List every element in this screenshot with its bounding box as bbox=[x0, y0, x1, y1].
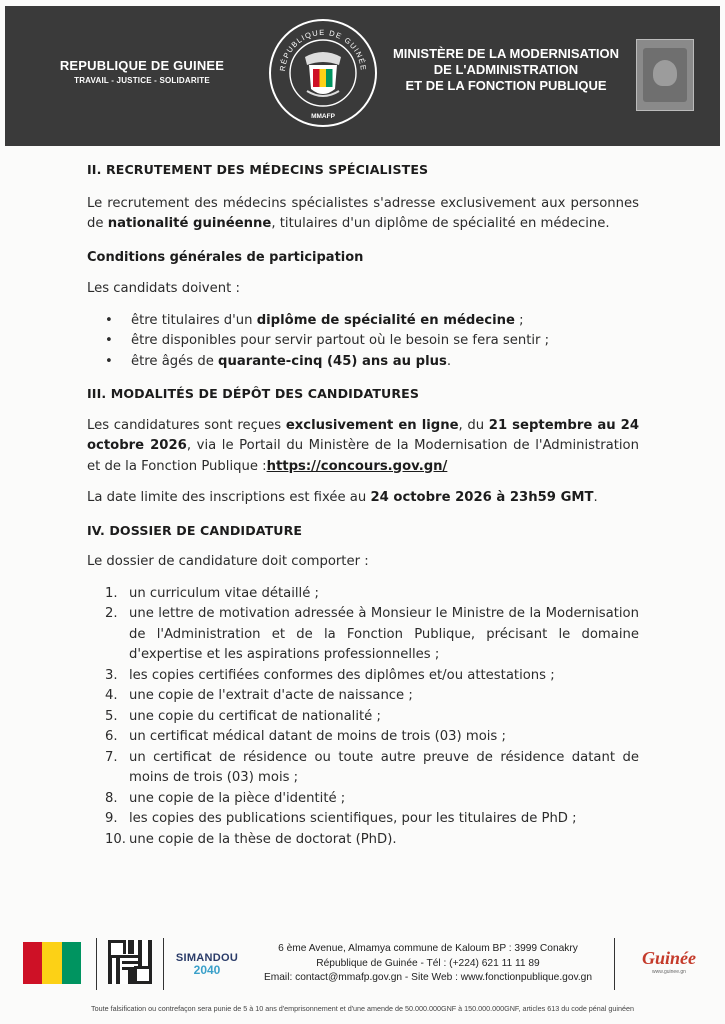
seal-top-text: RÉPUBLIQUE DE GUINÉE bbox=[277, 27, 369, 72]
footer-divider bbox=[96, 938, 97, 990]
ministry-block bbox=[381, 46, 631, 94]
section-2-title: II. RECRUTEMENT DES MÉDECINS SPÉCIALISTES bbox=[87, 162, 429, 177]
list-item: 1. un curriculum vitae détaillé ; bbox=[105, 585, 319, 601]
address-line-3: Email: contact@mmafp.gov.gn - Site Web : www.fonctionpublique.gov.gn bbox=[263, 972, 592, 983]
conditions-title: Conditions générales de participation bbox=[87, 249, 364, 265]
section-4-intro: Le dossier de candidature doit comporter : bbox=[87, 554, 369, 569]
ministry-seal-icon bbox=[267, 17, 379, 129]
ministry-line-2: DE L'ADMINISTRATION bbox=[433, 62, 579, 77]
list-item: 2. une lettre de motivation adressée à Monsieur le Ministre de la Modernisation de l'Administration et de la Fonction Publique, précisant le domaine d'expertise et les aspirations professionnelles ; bbox=[105, 606, 639, 662]
section-3-para-1: Les candidatures sont reçues exclusivement en ligne, du 21 septembre au 24 octobre 2026, via le Portail du Ministère de la Modernisation de l'Administration et de la Fonction Publique :https://concours.gov.gn/ bbox=[87, 417, 640, 474]
section-2-intro: Le recrutement des médecins spécialistes s'adresse exclusivement aux personnes de nationalité guinéenne, titulaires d'un diplôme de spécialité en médecine. bbox=[87, 195, 639, 231]
guinea-flag-icon bbox=[23, 942, 81, 984]
document-body bbox=[87, 158, 639, 850]
legal-notice: Toute falsification ou contrefaçon sera punie de 5 à 10 ans d'emprisonnement et d'une amende de 50.000.000GNF à 150.000.000GNF, articles 613 du code pénal guinéen bbox=[91, 1004, 634, 1013]
footer-divider bbox=[163, 938, 164, 990]
list-item: 4. une copie de l'extrait d'acte de naissance ; bbox=[105, 688, 413, 703]
letterhead-footer bbox=[0, 930, 725, 1000]
list-item: 6. un certificat médical datant de moins de trois (03) mois ; bbox=[105, 729, 506, 744]
section-4-title: IV. DOSSIER DE CANDIDATURE bbox=[87, 522, 303, 538]
list-item: 10. une copie de la thèse de doctorat (PhD). bbox=[105, 831, 397, 847]
candidates-intro: Les candidats doivent : bbox=[87, 281, 240, 296]
ministry-line-1: MINISTÈRE DE LA MODERNISATION bbox=[392, 46, 620, 61]
list-item: • être disponibles pour servir partout où le besoin se fera sentir ; bbox=[105, 331, 639, 352]
dossier-list bbox=[105, 584, 639, 851]
seal-bottom-text: MMAFP bbox=[311, 113, 335, 120]
list-item: • être âgés de quarante-cinq (45) ans au plus. bbox=[105, 352, 639, 373]
list-item: 7. un certificat de résidence ou toute autre preuve de résidence datant de moins de trois (03) mois ; bbox=[105, 749, 639, 785]
republic-motto: TRAVAIL - JUSTICE - SOLIDARITE bbox=[74, 76, 210, 85]
qr-code-icon bbox=[108, 940, 152, 984]
ministry-address bbox=[244, 942, 612, 986]
section-3-para-2: La date limite des inscriptions est fixée au 24 octobre 2026 à 23h59 GMT. bbox=[87, 490, 598, 505]
list-item: 5. une copie du certificat de nationalité ; bbox=[105, 708, 381, 724]
simandou-logo: SIMANDOU 2040 bbox=[175, 952, 239, 977]
hologram-stamp-icon bbox=[636, 39, 694, 111]
list-item: • être titulaires d'un diplôme de spécialité en médecine ; bbox=[105, 311, 639, 332]
portal-link[interactable]: https://concours.gov.gn/ bbox=[266, 458, 448, 474]
list-item: 3. les copies certifiées conformes des diplômes et/ou attestations ; bbox=[105, 667, 555, 683]
section-3-title: III. MODALITÉS DE DÉPÔT DES CANDIDATURES bbox=[87, 386, 420, 401]
letterhead-header bbox=[5, 6, 720, 146]
list-item: 9. les copies des publications scientifiques, pour les titulaires de PhD ; bbox=[105, 811, 577, 826]
address-line-1: 6 ème Avenue, Almamya commune de Kaloum BP : 3999 Conakry bbox=[278, 943, 578, 954]
guinee-brand-logo: Guinée www.guinee.gn bbox=[642, 948, 696, 975]
conditions-list bbox=[105, 311, 639, 373]
footer-divider bbox=[614, 938, 615, 990]
list-item: 8. une copie de la pièce d'identité ; bbox=[105, 790, 346, 806]
ministry-line-3: ET DE LA FONCTION PUBLIQUE bbox=[405, 78, 607, 93]
republic-title: REPUBLIQUE DE GUINEE bbox=[59, 58, 225, 73]
republic-block bbox=[27, 58, 257, 85]
address-line-2: République de Guinée - Tél : (+224) 621 11 11 89 bbox=[316, 957, 540, 969]
